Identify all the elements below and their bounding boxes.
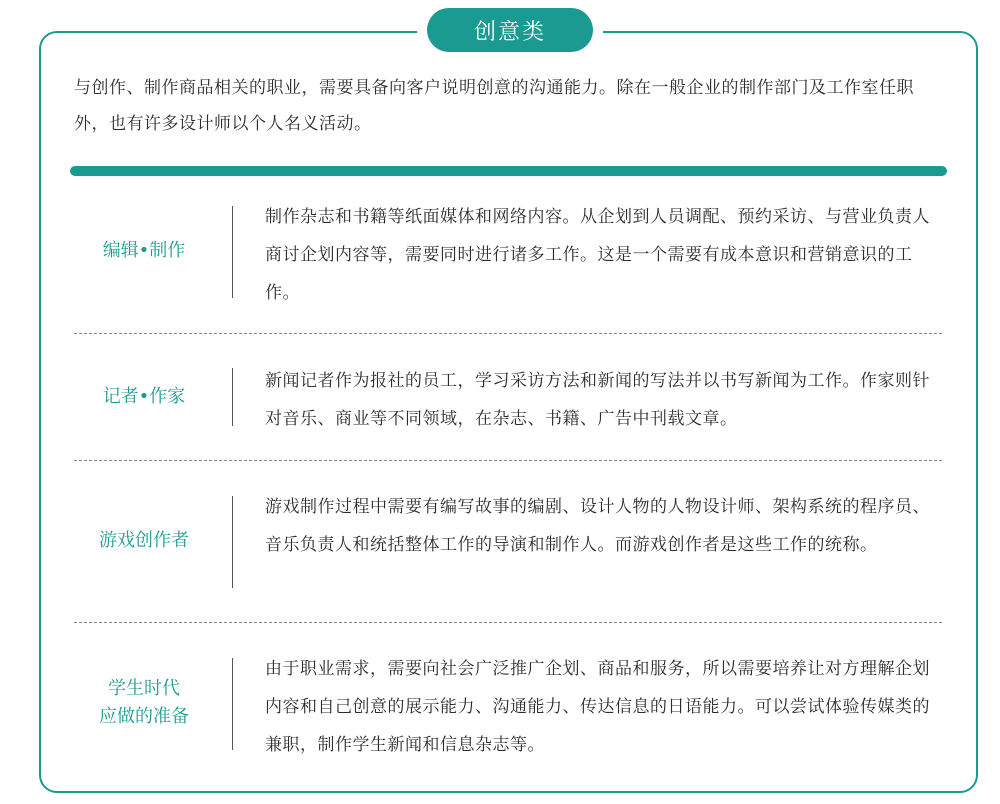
- career-label: 记者•作家: [102, 386, 186, 407]
- row-separator-line: [232, 368, 233, 426]
- career-row-editing: [74, 198, 944, 306]
- dashed-divider: [74, 622, 942, 623]
- career-label: 编辑•制作: [102, 240, 186, 261]
- thick-divider: [70, 166, 947, 176]
- career-label: [74, 650, 214, 756]
- career-label-line: 学生时代: [108, 678, 180, 699]
- career-description: 制作杂志和书籍等纸面媒体和网络内容。从企划到人员调配、预约采访、与营业负责人商讨企划内容等，需要同时进行诸多工作。这是一个需要有成本意识和营销意识的工作。: [265, 207, 930, 303]
- row-separator-line: [232, 496, 233, 588]
- career-row-game-creator: [74, 488, 944, 596]
- career-description: 游戏制作过程中需要有编写故事的编剧、设计人物的人物设计师、架构系统的程序员、音乐负责人和统括整体工作的导演和制作人。而游戏创作者是这些工作的统称。: [265, 497, 930, 555]
- career-row-journalist: [74, 362, 944, 434]
- career-row-student-preparation: [74, 650, 944, 758]
- career-label: 游戏创作者: [99, 530, 189, 551]
- career-description: 新闻记者作为报社的员工，学习采访方法和新闻的写法并以书写新闻为工作。作家则针对音乐、商业等不同领域，在杂志、书籍、广告中刊载文章。: [265, 371, 930, 429]
- career-description: 由于职业需求，需要向社会广泛推广企划、商品和服务，所以需要培养让对方理解企划内容和自己创意的展示能力、沟通能力、传达信息的日语能力。可以尝试体验传媒类的兼职，制作学生新闻和信息杂志等。: [265, 659, 930, 755]
- career-label-line: 应做的准备: [99, 706, 189, 727]
- section-title: 创意类: [427, 8, 593, 52]
- row-separator-line: [232, 206, 233, 298]
- row-separator-line: [232, 658, 233, 750]
- dashed-divider: [74, 333, 942, 334]
- dashed-divider: [74, 460, 942, 461]
- intro-text: 与创作、制作商品相关的职业，需要具备向客户说明创意的沟通能力。除在一般企业的制作部门及工作室任职外，也有许多设计师以个人名义活动。: [74, 78, 914, 134]
